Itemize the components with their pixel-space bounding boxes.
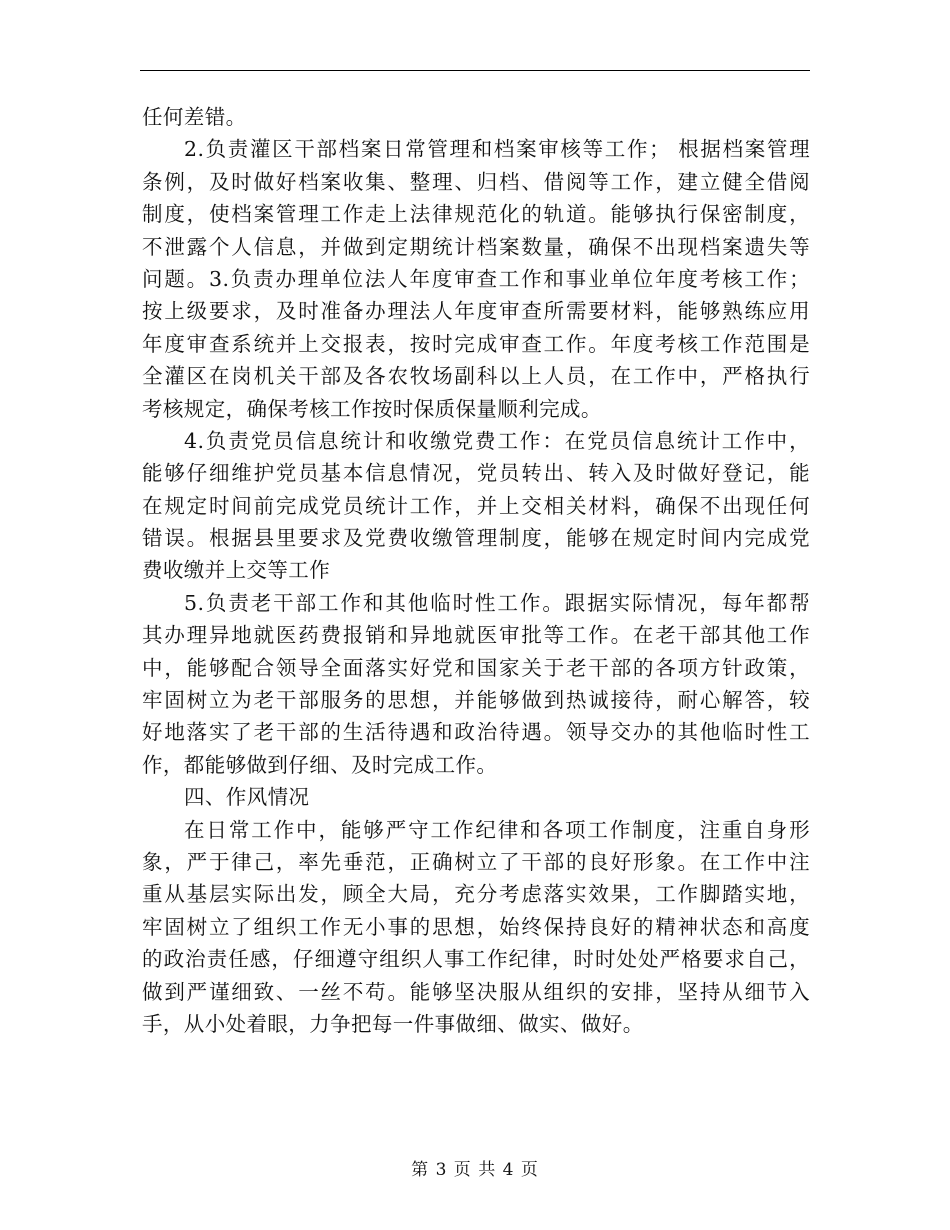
- text-line: 做到严谨细致、一丝不苟。能够坚决服从组织的安排，坚持从细节入: [142, 979, 810, 1004]
- text-line: 牢固树立为老干部服务的思想，并能够做到热诚接待，耐心解答，较: [142, 688, 810, 713]
- text-line: 手，从小处着眼，力争把每一件事做细、做实、做好。: [142, 1011, 644, 1036]
- text-line: 按上级要求，及时准备办理法人年度审查所需要材料，能够熟练应用: [142, 299, 810, 324]
- text-line: 年度审查系统并上交报表，按时完成审查工作。年度考核工作范围是: [142, 331, 810, 356]
- text-line: 的政治责任感，仔细遵守组织人事工作纪律，时时处处严格要求自己，: [142, 947, 810, 972]
- text-line: 在规定时间前完成党员统计工作，并上交相关材料，确保不出现任何: [142, 493, 810, 518]
- text-line: 考核规定，确保考核工作按时保质保量顺利完成。: [142, 396, 602, 421]
- text-line: 4.负责党员信息统计和收缴党费工作：在党员信息统计工作中，: [184, 428, 810, 453]
- text-line: 好地落实了老干部的生活待遇和政治待遇。领导交办的其他临时性工: [142, 720, 810, 745]
- text-line: 象，严于律己，率先垂范，正确树立了干部的良好形象。在工作中注: [142, 849, 810, 874]
- text-line: 能够仔细维护党员基本信息情况，党员转出、转入及时做好登记，能: [142, 461, 810, 486]
- text-line: 不泄露个人信息，并做到定期统计档案数量，确保不出现档案遗失等: [142, 234, 810, 259]
- text-line: 2.负责灌区干部档案日常管理和档案审核等工作； 根据档案管理: [184, 137, 810, 162]
- text-line: 牢固树立了组织工作无小事的思想，始终保持良好的精神状态和高度: [142, 914, 810, 939]
- text-line: 5.负责老干部工作和其他临时性工作。跟据实际情况，每年都帮: [184, 590, 810, 615]
- section-heading: 四、作风情况: [184, 785, 310, 810]
- text-line: 在日常工作中，能够严守工作纪律和各项工作制度，注重自身形: [184, 817, 810, 842]
- text-line: 错误。根据县里要求及党费收缴管理制度，能够在规定时间内完成党: [142, 526, 810, 551]
- text-line: 其办理异地就医药费报销和异地就医审批等工作。在老干部其他工作: [142, 623, 810, 648]
- text-line: 任何差错。: [142, 105, 247, 129]
- text-line: 制度，使档案管理工作走上法律规范化的轨道。能够执行保密制度，: [142, 202, 810, 227]
- header-rule: [140, 70, 810, 71]
- text-line: 费收缴并上交等工作: [142, 558, 331, 583]
- text-line: 中，能够配合领导全面落实好党和国家关于老干部的各项方针政策，: [142, 655, 810, 680]
- text-line: 问题。3.负责办理单位法人年度审查工作和事业单位年度考核工作；: [142, 266, 810, 291]
- document-body: [142, 101, 810, 1040]
- text-line: 条例，及时做好档案收集、整理、归档、借阅等工作，建立健全借阅: [142, 169, 810, 194]
- text-line: 全灌区在岗机关干部及各农牧场副科以上人员，在工作中，严格执行: [142, 364, 810, 389]
- text-line: 作，都能够做到仔细、及时完成工作。: [142, 752, 498, 777]
- page-number: 第 3 页 共 4 页: [411, 1160, 539, 1180]
- text-line: 重从基层实际出发，顾全大局，充分考虑落实效果，工作脚踏实地，: [142, 882, 810, 907]
